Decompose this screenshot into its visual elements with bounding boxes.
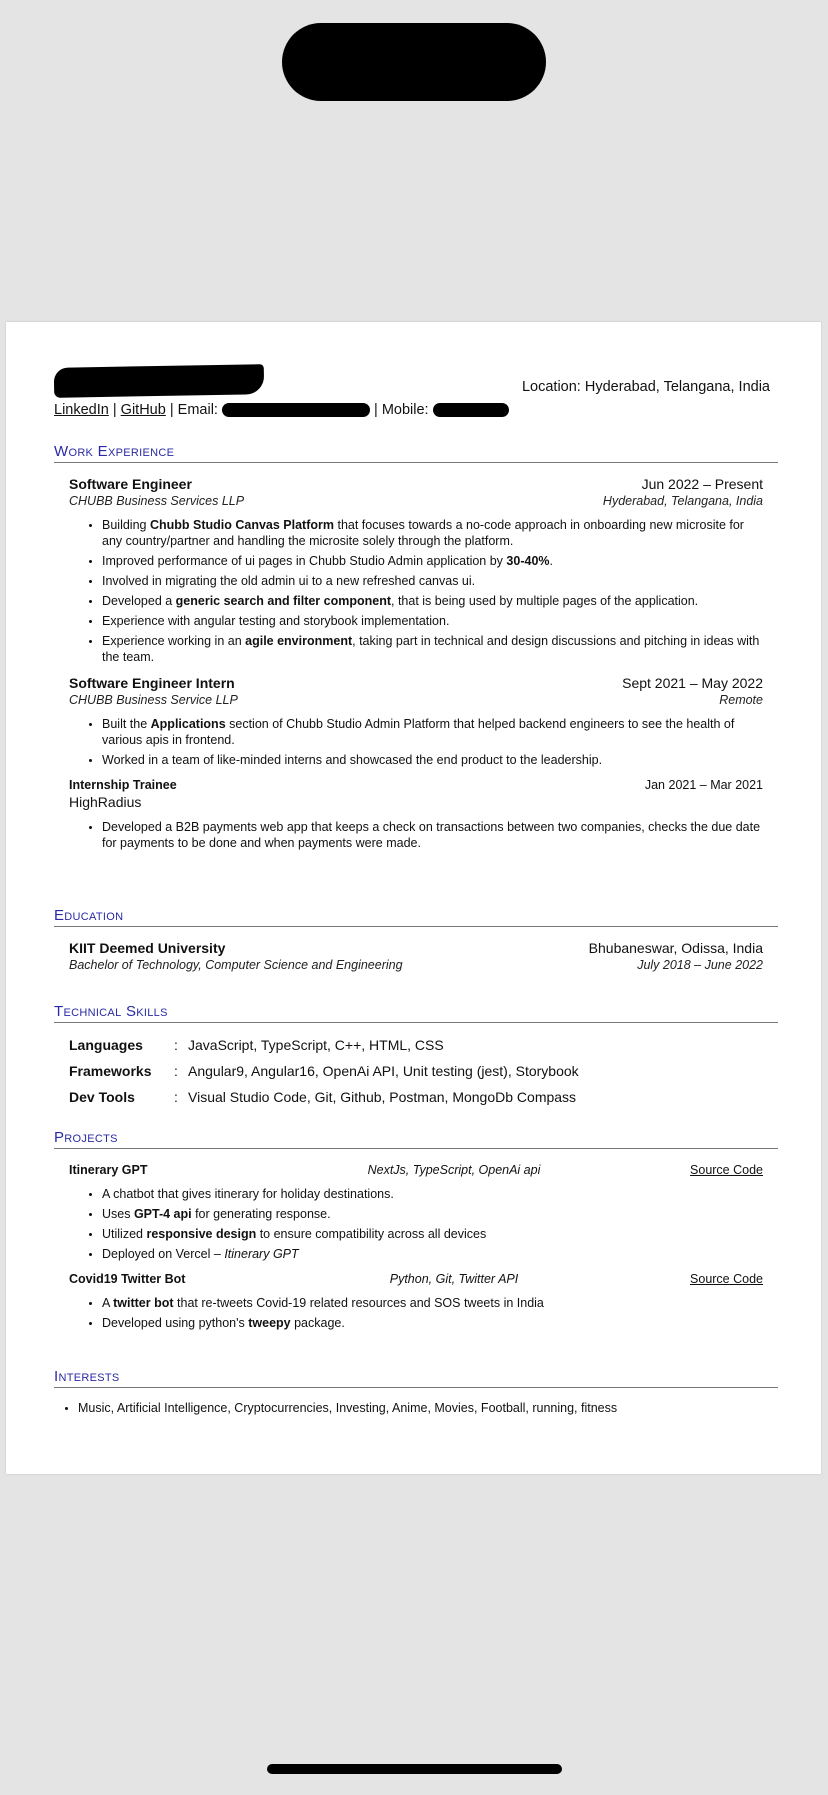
dynamic-island [282, 23, 546, 101]
redacted-mobile [433, 403, 509, 417]
project-bullets [69, 1295, 763, 1331]
list-item: • Utilized responsive design to ensure compatibility across all devices [102, 1226, 763, 1242]
job-entry [69, 675, 763, 768]
skill-row [69, 1037, 778, 1053]
work-section [54, 443, 778, 855]
section-title-work: Work Experience [54, 443, 778, 463]
project-name: Itinerary GPT [69, 1163, 148, 1177]
project-tech: Python, Git, Twitter API [389, 1272, 519, 1286]
resume-page [6, 322, 821, 1474]
skill-key: Dev Tools [69, 1089, 135, 1105]
school-place: Bhubaneswar, Odissa, India [588, 940, 763, 956]
list-item: • Experience with angular testing and storybook implementation. [102, 613, 763, 629]
source-code-link[interactable]: Source Code [690, 1272, 763, 1286]
project-entry [69, 1163, 763, 1262]
email-label: Email: [177, 402, 218, 418]
skill-value: Visual Studio Code, Git, Github, Postman, MongoDb Compass [188, 1089, 577, 1105]
github-link[interactable]: GitHub [120, 402, 166, 418]
section-title-education: Education [54, 907, 778, 927]
separator: | [374, 402, 378, 418]
job-role: Software Engineer Intern [69, 675, 235, 691]
job-entry [69, 778, 763, 851]
skill-key: Languages [69, 1037, 143, 1053]
education-dates: July 2018 – June 2022 [637, 958, 763, 972]
school-name: KIIT Deemed University [69, 940, 226, 956]
job-bullets [69, 819, 763, 851]
skill-sep: : [174, 1063, 178, 1079]
list-item: • Improved performance of ui pages in Chubb Studio Admin application by 30-40%. [102, 553, 763, 569]
skill-row [69, 1063, 778, 1079]
mobile-label: Mobile: [381, 402, 429, 418]
linkedin-link[interactable]: LinkedIn [54, 402, 109, 418]
skill-value: JavaScript, TypeScript, C++, HTML, CSS [188, 1037, 444, 1053]
job-place: Hyderabad, Telangana, India [602, 494, 763, 508]
job-org: CHUBB Business Service LLP [69, 693, 238, 707]
skill-value: Angular9, Angular16, OpenAi API, Unit testing (jest), Storybook [188, 1063, 579, 1079]
separator: | [112, 402, 117, 418]
job-dates: Sept 2021 – May 2022 [622, 675, 763, 691]
interests-section [54, 1368, 778, 1420]
education-entry [69, 940, 763, 972]
list-item: • Built the Applications section of Chubb Studio Admin Platform that helped backend engineers to see the health of various apis in frontend. [102, 716, 763, 748]
project-name: Covid19 Twitter Bot [69, 1272, 186, 1286]
project-entry [69, 1272, 763, 1331]
job-dates: Jun 2022 – Present [641, 476, 763, 492]
list-item: • A twitter bot that re-tweets Covid-19 related resources and SOS tweets in India [102, 1295, 763, 1311]
job-place: Remote [719, 693, 763, 707]
skill-row [69, 1089, 778, 1105]
section-title-interests: Interests [54, 1368, 778, 1388]
job-bullets [69, 716, 763, 768]
project-tech: NextJs, TypeScript, OpenAi api [367, 1163, 541, 1177]
section-title-skills: Technical Skills [54, 1003, 778, 1023]
skill-sep: : [174, 1089, 178, 1105]
list-item: • Involved in migrating the old admin ui to a new refreshed canvas ui. [102, 573, 763, 589]
list-item: • Experience working in an agile environment, taking part in technical and design discussions and pitching in ideas with the team. [102, 633, 763, 665]
job-org: HighRadius [69, 794, 142, 810]
degree: Bachelor of Technology, Computer Science and Engineering [69, 958, 403, 972]
skill-sep: : [174, 1037, 178, 1053]
source-code-link[interactable]: Source Code [690, 1163, 763, 1177]
job-entry [69, 476, 763, 665]
list-item: • Deployed on Vercel – Itinerary GPT [102, 1246, 763, 1262]
list-item: • Music, Artificial Intelligence, Cryptocurrencies, Investing, Anime, Movies, Football, running, fitness [78, 1400, 778, 1416]
education-section [54, 907, 778, 972]
list-item: • Uses GPT-4 api for generating response. [102, 1206, 763, 1222]
section-title-projects: Projects [54, 1129, 778, 1149]
list-item: • Building Chubb Studio Canvas Platform that focuses towards a no-code approach in onboarding new microsite for any country/partner and handling the microsite solely through the platform. [102, 517, 763, 549]
list-item: • A chatbot that gives itinerary for holiday destinations. [102, 1186, 763, 1202]
list-item: • Developed using python's tweepy package. [102, 1315, 763, 1331]
list-item: • Worked in a team of like-minded interns and showcased the end product to the leadership. [102, 752, 763, 768]
separator: | [169, 402, 174, 418]
job-role: Software Engineer [69, 476, 192, 492]
contact-line [54, 402, 509, 418]
list-item: • Developed a generic search and filter component, that is being used by multiple pages of the application. [102, 593, 763, 609]
home-indicator [267, 1764, 562, 1774]
redacted-name [54, 364, 264, 398]
job-org: CHUBB Business Services LLP [69, 494, 245, 508]
job-dates: Jan 2021 – Mar 2021 [644, 778, 763, 792]
job-role: Internship Trainee [69, 778, 177, 792]
list-item: • Developed a B2B payments web app that keeps a check on transactions between two companies, checks the due date for payments to be done and when payments were made. [102, 819, 763, 851]
job-bullets [69, 517, 763, 665]
project-bullets [69, 1186, 763, 1262]
projects-section [54, 1129, 778, 1335]
header-location: Location: Hyderabad, Telangana, India [521, 379, 770, 395]
redacted-email [222, 403, 370, 417]
skill-key: Frameworks [69, 1063, 152, 1079]
skills-section [54, 1003, 778, 1115]
interests-list [54, 1400, 778, 1416]
